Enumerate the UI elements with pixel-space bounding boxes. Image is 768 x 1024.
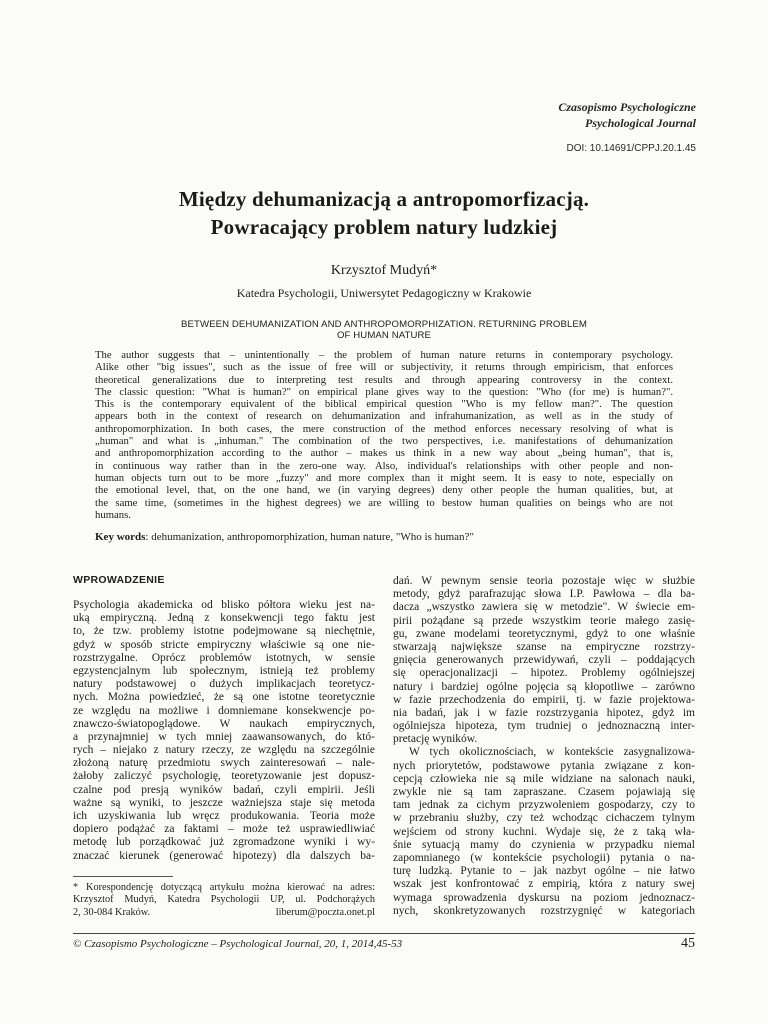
body-text-line: dań. W pewnym sensie teoria pozostaje więc w służbie <box>393 575 695 587</box>
journal-name-pl: Czasopismo Psychologiczne <box>558 100 696 114</box>
section-heading: WPROWADZENIE <box>73 574 165 586</box>
body-text-line: to, że tzw. problemy istotne podejmowane są niechętnie, <box>73 625 375 638</box>
article-title <box>60 185 708 241</box>
body-text-line: metody, gdyż parafrazując słowa I.P. Pawłowa – dla ba- <box>393 588 695 601</box>
footnote-line: Krzysztof Mudyń, Katedra Psychologii UP, ul. Podchorążych <box>73 894 375 906</box>
body-text-line: ważne są wyniki, to jeszcze ważniejsza staje się metoda <box>73 796 375 809</box>
body-text-line: metodę lub porządkować już zgromadzone wyniki i wy- <box>73 836 375 849</box>
body-text-line: rozstrzygalne. Oprócz problemów istotnych, w sensie <box>73 651 375 664</box>
english-title-line-2: OF HUMAN NATURE <box>336 330 432 341</box>
body-text-line: tam jednak za cichym przyzwoleniem gospodarzy, czy to <box>393 799 695 812</box>
body-text-line: złożoną naturę przedmiotu swych zainteresowań – nale- <box>73 757 375 770</box>
body-text-line: znawczo-światopoglądowe. W naukach empirycznych, <box>73 717 375 730</box>
journal-name <box>558 99 696 131</box>
body-text-line: nych. Można powiedzieć, że są one istotne teoretycznie <box>73 691 375 704</box>
body-text-line: śnie sytuacją mamy do czynienia w przypadku niemal <box>393 838 695 851</box>
body-text-line: dacza „wszystko zawiera się w metodzie". W świecie em- <box>393 601 695 614</box>
body-text-line: ogólniejsza hipoteza, tym trudniej o jednoznaczną inter- <box>393 720 695 733</box>
footnote <box>73 882 375 919</box>
body-text-line: wszak jest konfrontować z empirią, która z natury swej <box>393 878 695 891</box>
keywords-text: : dehumanization, anthropomorphization, human nature, "Who is human?" <box>145 531 474 543</box>
doi[interactable]: DOI: 10.14691/CPPJ.20.1.45 <box>566 143 696 154</box>
footnote-divider <box>73 876 173 877</box>
footer-divider <box>73 933 695 934</box>
body-text-line: gnięcia generowanych przewidywań, czyli – poddających <box>393 654 695 667</box>
body-text-line: uką empiryczną. Jedną z konsekwencji tego faktu jest <box>73 612 375 625</box>
body-text-line: nych priorytetów, podstawowe pytania związane z kon- <box>393 759 695 772</box>
body-text-line: a przynajmniej w tych mniej zaawansowanych, do któ- <box>73 730 375 743</box>
body-text-line: W tych okolicznościach, w kontekście zasygnalizowa- <box>409 746 695 759</box>
journal-name-en: Psychological Journal <box>584 116 696 130</box>
body-text-line: zwykle nie są tam zapraszane. Czasem pojawiają się <box>393 786 695 798</box>
title-line-2: Powracający problem natury ludzkiej <box>210 215 558 239</box>
body-text-line: egzystencjalnym lub społecznym, istnieją też problemy <box>73 664 375 677</box>
body-text-line: pretację wyników. <box>393 733 478 746</box>
keywords-label: Key words <box>95 531 146 543</box>
english-title-line-1: BETWEEN DEHUMANIZATION AND ANTHROPOMORPHIZATION. RETURNING PROBLEM <box>180 319 587 330</box>
abstract-line: the same time, (sometimes in the highest degrees) we are willing to bestow human qualities on beings who are not <box>95 496 673 509</box>
body-text-line: w przebraniu służby, czy też wchodząc cichaczem tylnym <box>393 812 695 825</box>
keywords <box>95 531 673 544</box>
body-text-line: natury i bardziej ogólne pojęcia są kłopotliwe – zarówno <box>393 680 695 693</box>
abstract-line: anthropomorphization. In both cases, the mere construction of the method enforces necessary resolving of what is <box>95 422 673 435</box>
body-text-line: rych – niejako z natury rzeczy, ze względu na szczególnie <box>73 744 375 757</box>
abstract-line: appears both in the context of research on dehumanization and infrahumanization, as well as in the study of <box>95 410 673 423</box>
body-text-line: gdyż w sposób stricte empiryczny właściwie są one nie- <box>73 638 375 651</box>
body-text-line: Psychologia akademicka od blisko półtora wieku jest na- <box>73 599 375 611</box>
body-text-line: ich uzyskiwania lub wręcz produkowania. Teoria może <box>73 810 375 822</box>
body-text-line: znaczać kierunek (generować hipotezy) dla dalszych ba- <box>73 849 375 862</box>
footnote-line: * Korespondencję dotyczącą artykułu można kierować na adres: <box>73 882 375 893</box>
abstract-line: the emotional level, that, on the one hand, we (in varying degrees) deny other people the human qualities, but, at <box>95 484 673 497</box>
body-text-line: ze względu na możliwe i domniemane konsekwencje po- <box>73 704 375 717</box>
body-text-line: dopiero podążać za faktami – może też usprawiedliwiać <box>73 823 375 836</box>
abstract-line: in continuous way rather than in the zero-one way. Also, individual's relationships with other people and non- <box>95 459 673 472</box>
body-text-line: się operacjonalizacji – hipotez. Problemy ogólniejszej <box>393 667 695 680</box>
footnote-line: 2, 30-084 Kraków. <box>73 906 151 918</box>
right-column <box>393 575 695 918</box>
abstract-line: „human" and what is „inhuman." The combination of the two perspectives, i.e. manifestations of dehumanization <box>95 435 673 448</box>
body-text-line: nych, skonkretyzowanych rozstrzygnięć w kategoriach <box>393 904 695 917</box>
abstract-line: humans. <box>95 508 131 521</box>
abstract-line: This is the contemporary equivalent of the biblical empirical question "Who is my fellow man?". The question <box>95 398 673 411</box>
title-line-1: Między dehumanizacją a antropomorfizacją. <box>178 187 590 211</box>
body-text-line: pirii pożądane są przede wszystkim teorie małego zasię- <box>393 614 695 627</box>
abstract <box>95 349 673 521</box>
left-column <box>73 574 375 863</box>
body-text-line: stwarzają największe szanse na empiryczne rozstrzy- <box>393 640 695 653</box>
author-affiliation: Katedra Psychologii, Uniwersytet Pedagogiczny w Krakowie <box>236 286 532 300</box>
body-text-line: w fazie przechodzenia do empirii, tj. w fazie projektowa- <box>393 693 695 706</box>
footnote-address-row <box>73 907 375 919</box>
body-text-line: wymaga sprowadzenia dyskursu na poziom jednoznacz- <box>393 891 695 904</box>
body-text-line: gu, zwane modelami teoretycznymi, gdyż to one właśnie <box>393 627 695 640</box>
body-text-line: żałoby zaliczyć psychologię, teoretyzowanie jest dopusz- <box>73 770 375 783</box>
english-title <box>100 319 668 341</box>
abstract-line: The classic question: "What is human?" on empirical plane gives way to the question: "Who (for me) is human?". <box>95 385 673 398</box>
page-number: 45 <box>681 936 695 951</box>
email-link[interactable]: liberum@poczta.onet.pl <box>275 906 375 918</box>
body-text-line: cepcją człowieka nie są mile widziane na salonach nauki, <box>393 772 695 785</box>
body-text-line: wejściem od strony kuchni. Wydaje się, że z taką wła- <box>393 825 695 838</box>
author-name: Krzysztof Mudyń* <box>330 263 438 278</box>
abstract-line: Alike other "big issues", such as the issue of free will or subjectivity, it returns through empiricism, that enforces <box>95 361 673 374</box>
abstract-line: and anthropomorphization according to the author – makes us think in a new way about „being human", that is, <box>95 447 673 460</box>
body-text-line: czalne pod presją wyników badań, czyli empirii. Jeśli <box>73 783 375 796</box>
footer-citation: © Czasopismo Psychologiczne – Psychological Journal, 20, 1, 2014,45-53 <box>73 938 403 950</box>
body-text-line: zapomnianego (w kontekście psychologii) pytania o na- <box>393 851 695 864</box>
body-text-line: turę ludzką. Pytanie to – jak nazbyt ogólne – nie łatwo <box>393 865 695 878</box>
abstract-line: human objects turn out to be more „fuzzy" and more complex than it might seem. It is easy to note, especially on <box>95 471 673 484</box>
abstract-line: theoretical generalizations due to interpreting test results and through appearing controversy in the context. <box>95 373 673 386</box>
body-text-line: natury podstawowej o dużych implikacjach teoretycz- <box>73 678 375 691</box>
body-text-line: nia badań, jak i w fazie rozstrzygania hipotez, gdyż im <box>393 706 695 719</box>
abstract-line: The author suggests that – unintentionally – the problem of human nature returns in contemporary psychology. <box>95 349 673 361</box>
